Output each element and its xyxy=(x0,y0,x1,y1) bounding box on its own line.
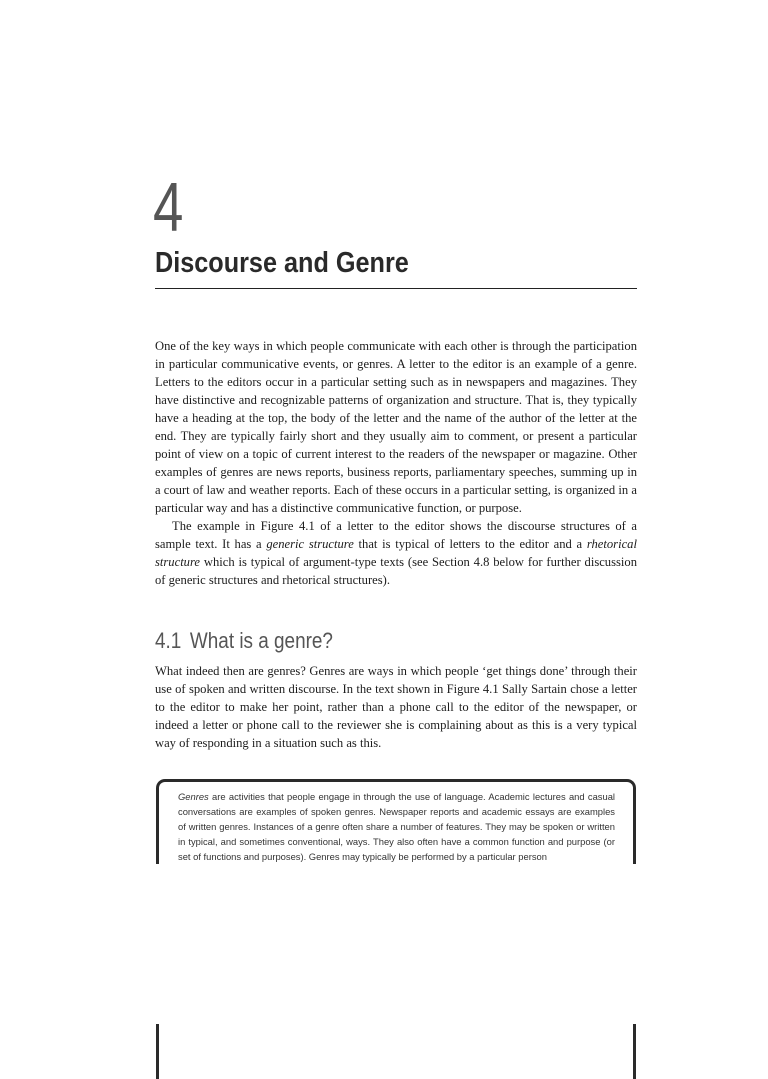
intro-p2-text-2: that is typical of letters to the editor and a xyxy=(353,537,587,551)
page-bottom-margin xyxy=(0,864,768,1024)
definition-body: are activities that people engage in through the use of language. Academic lectures and casual conversations are examples of spoken genres. Newspaper reports and academic essays are examples of written genres. Instances of a genre often share a number of features. They may be spoken or written in typical, and sometimes conventional, ways. They also often have a common function and purpose (or set of functions and purposes). Genres may typically be performed by a particular person xyxy=(178,791,615,862)
definition-term: Genres xyxy=(178,791,209,802)
chapter-number: 4 xyxy=(153,168,184,246)
intro-p2-text-3: which is typical of argument-type texts (see Section 4.8 below for further discussion of generic structures and rhetorical structures). xyxy=(155,555,637,587)
title-rule xyxy=(155,288,637,289)
intro-text xyxy=(155,337,637,589)
section-title: What is a genre? xyxy=(189,628,333,653)
intro-paragraph-1: One of the key ways in which people communicate with each other is through the participation in particular communicative events, or genres. A letter to the editor is an example of a genre. Letters to the editors occur in a particular setting such as in newspapers and magazines. They have distinctive and recognizable patterns of organization and structure. That is, they typically have a heading at the top, the body of the letter and the name of the author of the letter at the end. They are typically fairly short and they usually aim to comment, or present a particular point of view on a topic of current interest to the readers of the newspaper or magazine. Other examples of genres are news reports, business reports, parliamentary speeches, summing up in a court of law and weather reports. Each of these occurs in a particular setting, is organized in a particular way and has a distinctive communicative function, or purpose. xyxy=(155,339,637,515)
section-paragraph-1: What indeed then are genres? Genres are ways in which people ‘get things done’ through their use of spoken and written discourse. In the text shown in Figure 4.1 Sally Sartain chose a letter to the editor to make her point, rather than a phone call to the editor of the newspaper, or indeed a letter or phone call to the reviewer she is complaining about as this is a very typical way of responding in a situation such as this. xyxy=(155,664,637,750)
generic-structure-term: generic structure xyxy=(266,537,354,551)
section-body xyxy=(155,662,637,752)
section-number: 4.1 xyxy=(155,628,182,653)
rhetorical-structure-term: rhetorical structure xyxy=(155,537,637,569)
chapter-title: Discourse and Genre xyxy=(155,247,409,279)
intro-p2-text-1: The example in Figure 4.1 of a letter to the editor shows the discourse structures of a sample text. It has a xyxy=(155,519,637,551)
section-heading xyxy=(155,627,333,655)
intro-paragraph-2 xyxy=(155,517,637,589)
definition-text xyxy=(178,789,615,864)
